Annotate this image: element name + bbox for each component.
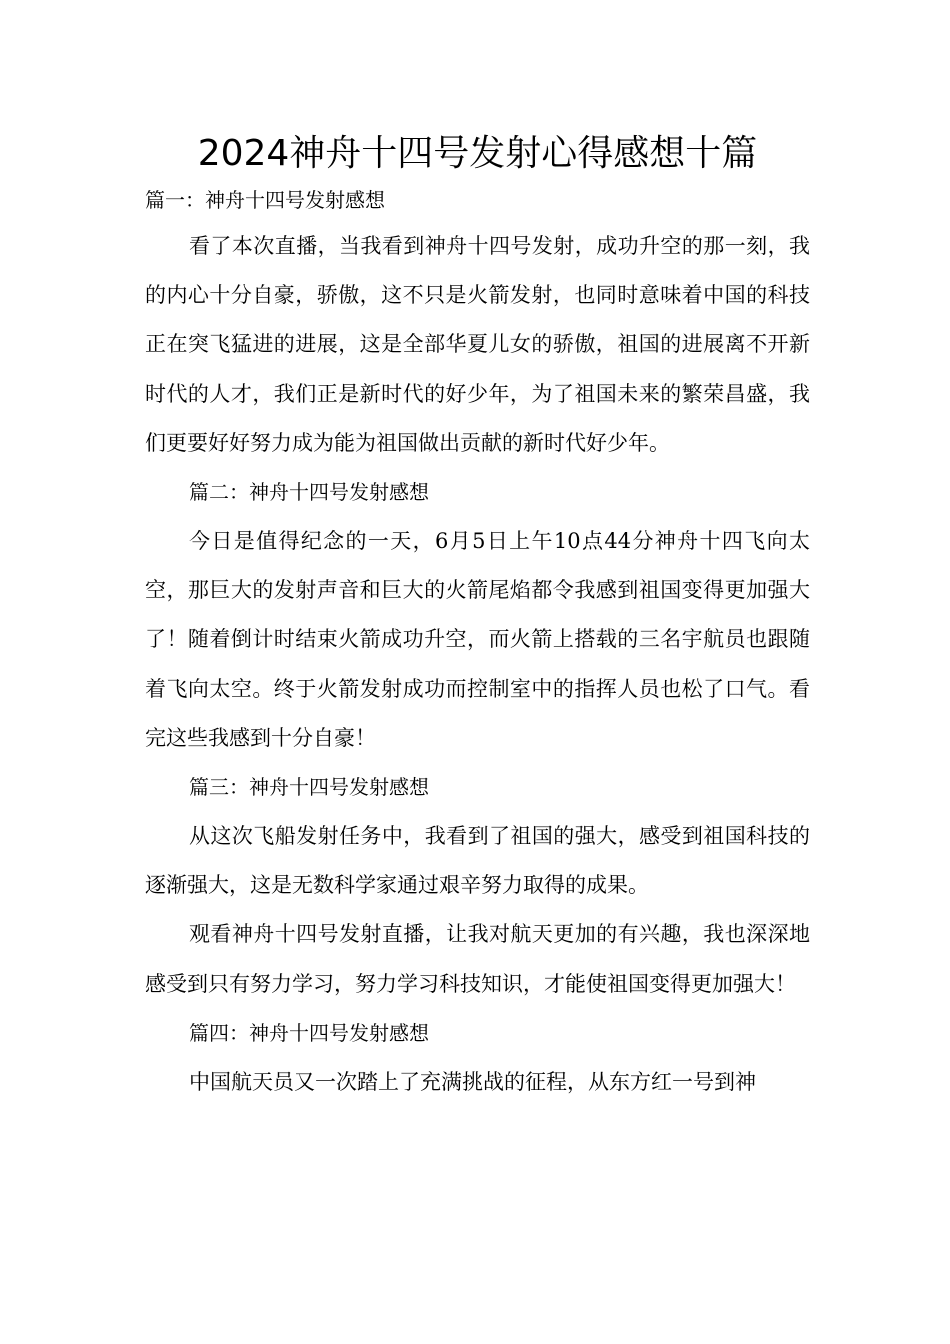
section-1 (145, 182, 810, 468)
section-heading: 篇一：神舟十四号发射感想 (145, 188, 385, 212)
section-heading: 篇二：神舟十四号发射感想 (189, 480, 429, 505)
section-paragraph: 今日是值得纪念的一天，6月5日上午10点44分神舟十四飞向太空，那巨大的发射声音和巨大的火箭尾焰都令我感到祖国变得更加强大了！随着倒计时结束火箭成功升空，而火箭上搭载的三名宇航员也跟随着飞向太空。终于火箭发射成功而控制室中的指挥人员也松了口气。看完这些我感到十分自豪！ (145, 529, 810, 750)
section-paragraph: 从这次飞船发射任务中，我看到了祖国的强大，感受到祖国科技的逐渐强大，这是无数科学家通过艰辛努力取得的成果。 (145, 824, 810, 898)
section-paragraph: 观看神舟十四号发射直播，让我对航天更加的有兴趣，我也深深地感受到只有努力学习，努力学习科技知识，才能使祖国变得更加强大！ (145, 922, 810, 996)
section-paragraph: 看了本次直播，当我看到神舟十四号发射，成功升空的那一刻，我的内心十分自豪，骄傲，这不只是火箭发射，也同时意味着中国的科技正在突飞猛进的进展，这是全部华夏儿女的骄傲，祖国的进展离不开新时代的人才，我们正是新时代的好少年，为了祖国未来的繁荣昌盛，我们更要好好努力成为能为祖国做出贡献的新时代好少年。 (145, 234, 810, 455)
section-heading: 篇三：神舟十四号发射感想 (189, 775, 429, 800)
document-title: 2024神舟十四号发射心得感想十篇 (197, 133, 758, 174)
section-4 (145, 1009, 810, 1107)
section-paragraph: 中国航天员又一次踏上了充满挑战的征程，从东方红一号到神 (189, 1069, 756, 1094)
section-heading: 篇四：神舟十四号发射感想 (189, 1020, 429, 1045)
section-3 (145, 763, 810, 1009)
section-2 (145, 468, 810, 763)
document-page (145, 128, 810, 1107)
